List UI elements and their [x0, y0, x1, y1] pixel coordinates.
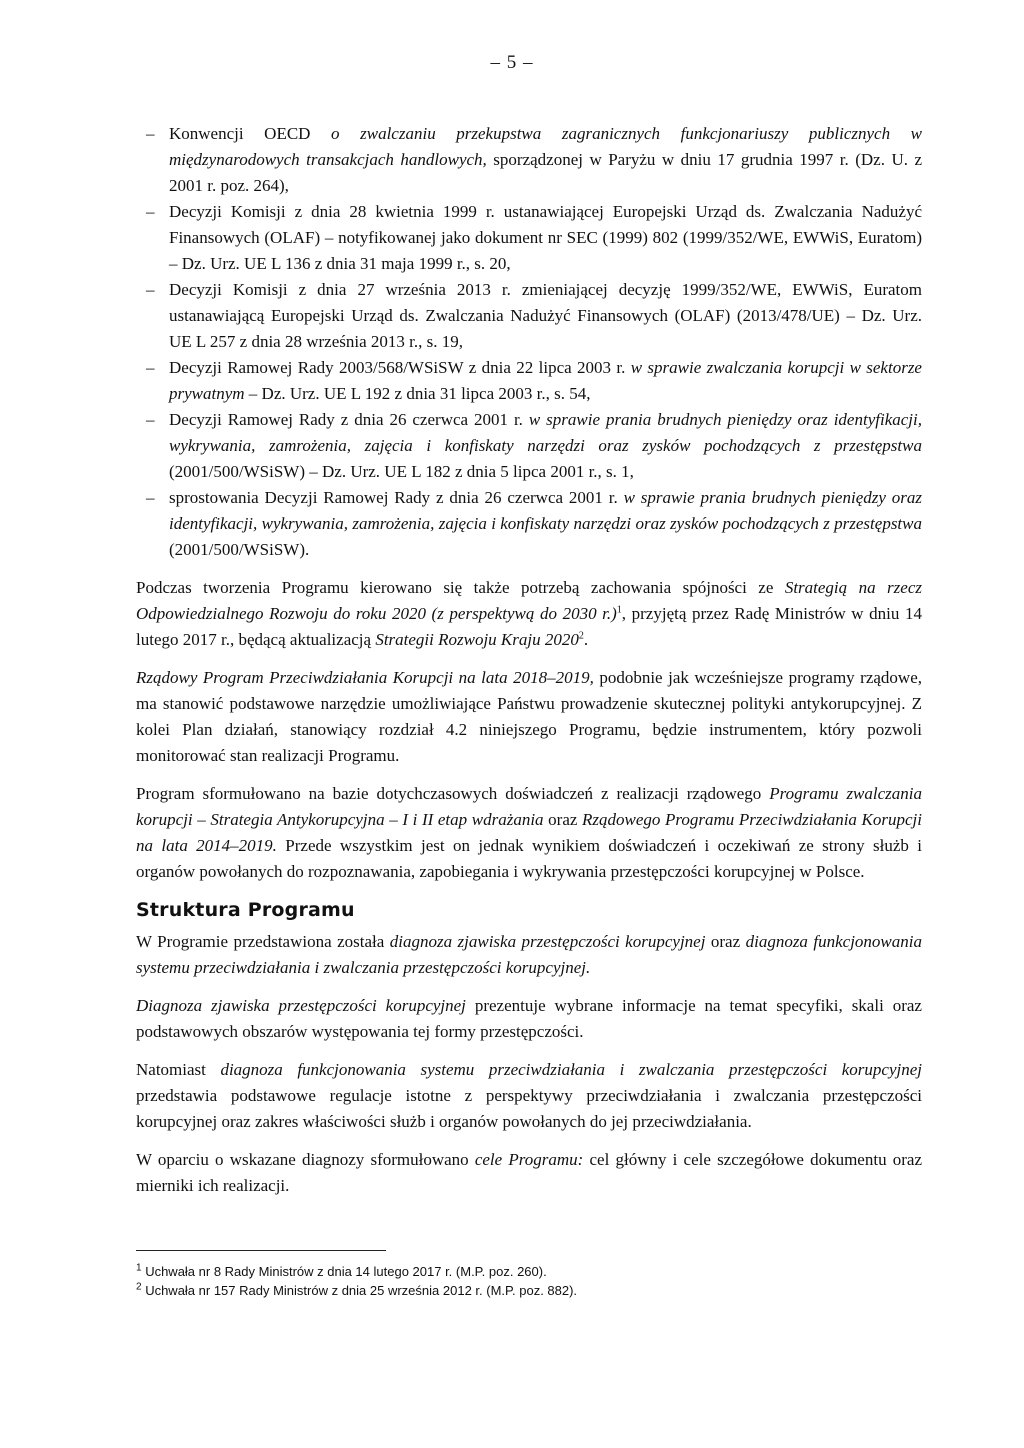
list-item-text [169, 488, 922, 559]
italic-text: o zwalczaniu przekupstwa zagranicznych funkcjonariuszy publicznych w międzynarodowych transakcjach handlowych, [169, 124, 922, 169]
italic-text: Diagnoza zjawiska przestępczości korupcyjnej [136, 996, 466, 1015]
list-item [136, 277, 922, 355]
text-run: oraz [543, 810, 583, 829]
text-run: Przede wszystkim jest on jednak wynikiem doświadczeń i oczekiwań ze strony służb i organów powołanych do rozpoznawania, zapobiegania i wykrywania przestępczości korupcyjnej w Polsce. [136, 836, 922, 881]
italic-text: Programu zwalczania korupcji – Strategia Antykorupcyjna – I i II etap wdrażania [136, 784, 923, 829]
footnote-ref: 1 [616, 604, 622, 616]
text-run: . [583, 630, 589, 649]
legal-acts-list [136, 121, 922, 563]
italic-text: Rządowego Programu Przeciwdziałania Korupcji na lata 2014–2019. [136, 810, 922, 855]
text-run: Program sformułowano na bazie dotychczasowych doświadczeń z realizacji rządowego [136, 784, 770, 803]
dash-bullet-icon: – [146, 124, 155, 143]
text-run: sprostowania Decyzji Ramowej Rady z dnia 26 czerwca 2001 r. [169, 488, 624, 507]
italic-text: w sprawie prania brudnych pieniędzy oraz identyfikacji, wykrywania, zamrożenia, zajęcia i konfiskaty narzędzi oraz zysków pochodzących z przestępstwa [169, 488, 922, 533]
text-run: , przyjętą przez Radę Ministrów w dniu 14 lutego 2017 r., będącą aktualizacją [136, 604, 922, 649]
text-run: Decyzji Komisji z dnia 27 września 2013 r. zmieniającej decyzję 1999/352/WE, EWWiS, Euratom ustanawiającą Europejski Urząd ds. Zwalczania Nadużyć Finansowych (OLAF) (2013/478/UE) – Dz. Urz. UE L 257 z dnia 28 września 2013 r., s. 19, [169, 280, 922, 351]
list-item-text [169, 202, 922, 273]
text-run: (2001/500/WSiSW). [169, 540, 310, 559]
footnotes [136, 1262, 922, 1300]
paragraph-program-basis [136, 781, 922, 885]
italic-text: w sprawie prania brudnych pieniędzy oraz identyfikacji, wykrywania, zamrożenia, zajęcia i konfiskaty narzędzi oraz zysków pochodzących z przestępstwa [169, 410, 922, 455]
text-run: Decyzji Komisji z dnia 28 kwietnia 1999 r. ustanawiającej Europejski Urząd ds. Zwalczania Nadużyć Finansowych (OLAF) – notyfikowanej jako dokument nr SEC (1999) 802 (1999/352/WE, EWWiS, Euratom) – Dz. Urz. UE L 136 z dnia 31 maja 1999 r., s. 20, [169, 202, 922, 273]
list-item-text [169, 410, 922, 481]
text-run: W oparciu o wskazane diagnozy sformułowano [136, 1150, 475, 1169]
list-item-text [169, 124, 922, 195]
text-run: Natomiast [136, 1060, 221, 1079]
footnote-number: 2 [136, 1281, 142, 1293]
text-run: (2001/500/WSiSW) – Dz. Urz. UE L 182 z dnia 5 lipca 2001 r., s. 1, [169, 462, 634, 481]
text-run: Konwencji OECD [169, 124, 332, 143]
dash-bullet-icon: – [146, 202, 155, 221]
dash-bullet-icon: – [146, 410, 155, 429]
dash-bullet-icon: – [146, 358, 155, 377]
italic-text: Strategią na rzecz Odpowiedzialnego Rozwoju do roku 2020 (z perspektywą do 2030 r.) [136, 578, 922, 623]
footnote-separator [136, 1250, 386, 1251]
italic-text: Rządowy Program Przeciwdziałania Korupcji na lata 2018–2019, [136, 668, 594, 687]
italic-text: diagnoza funkcjonowania systemu przeciwdziałania i zwalczania przestępczości korupcyjnej. [136, 932, 922, 977]
paragraph-structure-intro [136, 929, 922, 981]
text-run: sporządzonej w Paryżu w dniu 17 grudnia 1997 r. (Dz. U. z 2001 r. poz. 264), [169, 150, 922, 195]
paragraph-diagnosis-system [136, 1057, 922, 1135]
footnote-text: Uchwała nr 157 Rady Ministrów z dnia 25 września 2012 r. (M.P. poz. 882). [145, 1283, 578, 1298]
paragraph-strategy-consistency [136, 575, 922, 653]
list-item [136, 407, 922, 485]
text-run: podobnie jak wcześniejsze programy rządowe, ma stanowić podstawowe narzędzie umożliwiające Państwu prowadzenie skutecznej polityki antykorupcyjnej. Z kolei Plan działań, stanowiący rozdział 4.2 niniejszego Programu, będzie instrumentem, który pozwoli monitorować stan realizacji Programu. [136, 668, 922, 765]
italic-text: diagnoza funkcjonowania systemu przeciwdziałania i zwalczania przestępczości korupcyjnej [220, 1060, 922, 1079]
text-run: W Programie przedstawiona została [136, 932, 390, 951]
list-item [136, 485, 922, 563]
footnote-text: Uchwała nr 8 Rady Ministrów z dnia 14 lutego 2017 r. (M.P. poz. 260). [145, 1264, 547, 1279]
text-run: cel główny i cele szczegółowe dokumentu oraz mierniki ich realizacji. [136, 1150, 922, 1195]
italic-text: diagnoza zjawiska przestępczości korupcyjnej [389, 932, 706, 951]
dash-bullet-icon: – [146, 488, 155, 507]
paragraph-program-goals [136, 1147, 922, 1199]
italic-text: w sprawie zwalczania korupcji w sektorze prywatnym [169, 358, 922, 403]
text-run: przedstawia podstawowe regulacje istotne z perspektywy przeciwdziałania i zwalczania przestępczości korupcyjnej oraz zakres właściwości służb i organów powołanych do jej przeciwdziałania. [136, 1086, 922, 1131]
footnote-ref: 2 [578, 630, 584, 642]
list-item [136, 355, 922, 407]
footnote-number: 1 [136, 1262, 142, 1274]
text-run: oraz [705, 932, 746, 951]
section-heading: Struktura Programu [136, 899, 355, 921]
list-item-text [169, 280, 922, 351]
page-number: – 5 – [490, 52, 534, 73]
list-item [136, 121, 922, 199]
list-item-text [169, 358, 922, 403]
italic-text: Strategii Rozwoju Kraju 2020 [375, 630, 579, 649]
text-run: Decyzji Ramowej Rady 2003/568/WSiSW z dnia 22 lipca 2003 r. [169, 358, 631, 377]
footnote [136, 1281, 922, 1300]
paragraph-program-purpose [136, 665, 922, 769]
paragraph-diagnosis-phenomenon [136, 993, 922, 1045]
italic-text: cele Programu: [474, 1150, 584, 1169]
text-run: prezentuje wybrane informacje na temat specyfiki, skali oraz podstawowych obszarów występowania tej formy przestępczości. [136, 996, 922, 1041]
text-run: – Dz. Urz. UE L 192 z dnia 31 lipca 2003 r., s. 54, [244, 384, 591, 403]
text-run: Podczas tworzenia Programu kierowano się także potrzebą zachowania spójności ze [136, 578, 785, 597]
page-body [136, 121, 922, 1211]
text-run: Decyzji Ramowej Rady z dnia 26 czerwca 2001 r. [169, 410, 529, 429]
dash-bullet-icon: – [146, 280, 155, 299]
list-item [136, 199, 922, 277]
footnote [136, 1262, 922, 1281]
